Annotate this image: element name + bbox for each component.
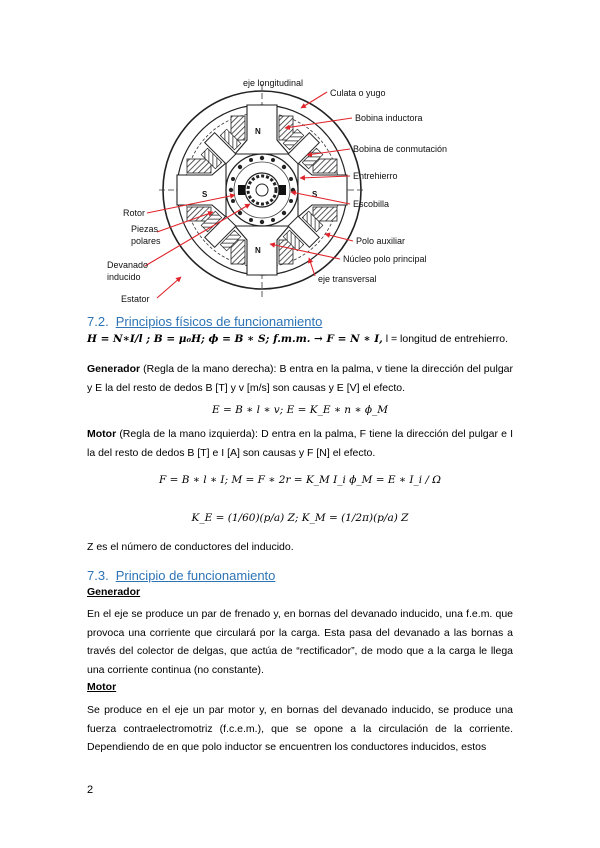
- pole-s-right-label: S: [312, 190, 318, 199]
- generador-label: Generador: [87, 363, 141, 375]
- label-devanado: Devanado: [107, 260, 149, 270]
- generador-rule-paragraph: [87, 360, 513, 397]
- z-definition: Z es el número de conductores del inducido.: [87, 541, 294, 553]
- motor-subheading: Motor: [87, 681, 117, 693]
- page-number: 2: [87, 784, 94, 796]
- motor-rule-paragraph: [87, 425, 513, 462]
- magnetic-equations-line: [87, 333, 517, 345]
- pole-n-top-label: N: [255, 127, 261, 136]
- diagram-leader-lines: [95, 72, 495, 312]
- label-bobina-inductora: Bobina inductora: [355, 113, 423, 123]
- section-7-2-heading: [87, 314, 322, 329]
- generador-subheading: Generador: [87, 586, 141, 598]
- label-rotor: Rotor: [123, 208, 146, 218]
- label-bobina-conmutacion: Bobina de conmutación: [353, 144, 448, 154]
- section-title[interactable]: Principio de funcionamiento: [115, 568, 276, 583]
- label-polares: polares: [131, 236, 161, 246]
- label-entrehierro: Entrehierro: [353, 171, 398, 181]
- label-estator: Estator: [121, 294, 150, 304]
- entrehierro-note: l = longitud de entrehierro.: [385, 333, 509, 345]
- label-eje-longitudinal: eje longitudinal: [243, 78, 304, 88]
- generador-equation: E = B ∗ l ∗ v; E = K_E ∗ n ∗ ϕ_M: [211, 404, 389, 416]
- motor-rule-text: (Regla de la mano izquierda): D entra en la palma, F tiene la dirección del pulgar e I la del resto de dedos B [T] e I [A] son causas y F [N] el efecto.: [87, 428, 513, 459]
- generador-paragraph: En el eje se produce un par de frenado y, en bornas del devanado inducido, una f.e.m. que provoca una corriente que circulará por la carga. Esta pasa del devanado a las bornas a través del colector de delgas, que actúa de “rectificador”, de modo que a la carga le llega una corriente continua (no constante).: [87, 608, 513, 676]
- magnetic-equations: H = N∗I/l ; B = μ₀H; ϕ = B ∗ S; f.m.m. → F = N ∗ I,: [87, 333, 383, 345]
- section-7-3-heading: [87, 568, 275, 583]
- constants-equation: K_E = (1/60)(p/a) Z; K_M = (1/2π)(p/a) Z: [191, 512, 409, 524]
- label-culata: Culata o yugo: [330, 88, 386, 98]
- label-inducido: inducido: [107, 272, 141, 282]
- generador-rule-text: (Regla de la mano derecha): B entra en la palma, v tiene la dirección del pulgar y E la del resto de dedos B [T] y v [m/s] son causas y E [V] el efecto.: [87, 363, 513, 394]
- pole-s-left-label: S: [202, 190, 208, 199]
- label-piezas: Piezas: [131, 224, 159, 234]
- label-escobilla: Escobilla: [353, 199, 390, 209]
- label-eje-transversal: eje transversal: [318, 274, 377, 284]
- section-title[interactable]: Principios físicos de funcionamiento: [115, 314, 323, 329]
- motor-paragraph: Se produce en el eje un par motor y, en bornas del devanado inducido, se produce una fuerza contraelectromotriz (f.c.e.m.), que se opone a la circulación de la corriente. Dependiendo de en que polo inductor se encuentren los conductores inducidos, estos: [87, 704, 513, 753]
- dc-machine-diagram: [95, 72, 495, 312]
- label-nucleo: Núcleo polo principal: [343, 254, 427, 264]
- section-number: 7.2.: [87, 314, 109, 329]
- label-polo-auxiliar: Polo auxiliar: [356, 236, 406, 246]
- motor-label: Motor: [87, 428, 117, 440]
- section-number: 7.3.: [87, 568, 109, 583]
- pole-n-bottom-label: N: [255, 246, 261, 255]
- motor-equation: F = B ∗ l ∗ I; M = F ∗ 2r = K_M I_i ϕ_M = E ∗ I_i / Ω: [158, 474, 442, 486]
